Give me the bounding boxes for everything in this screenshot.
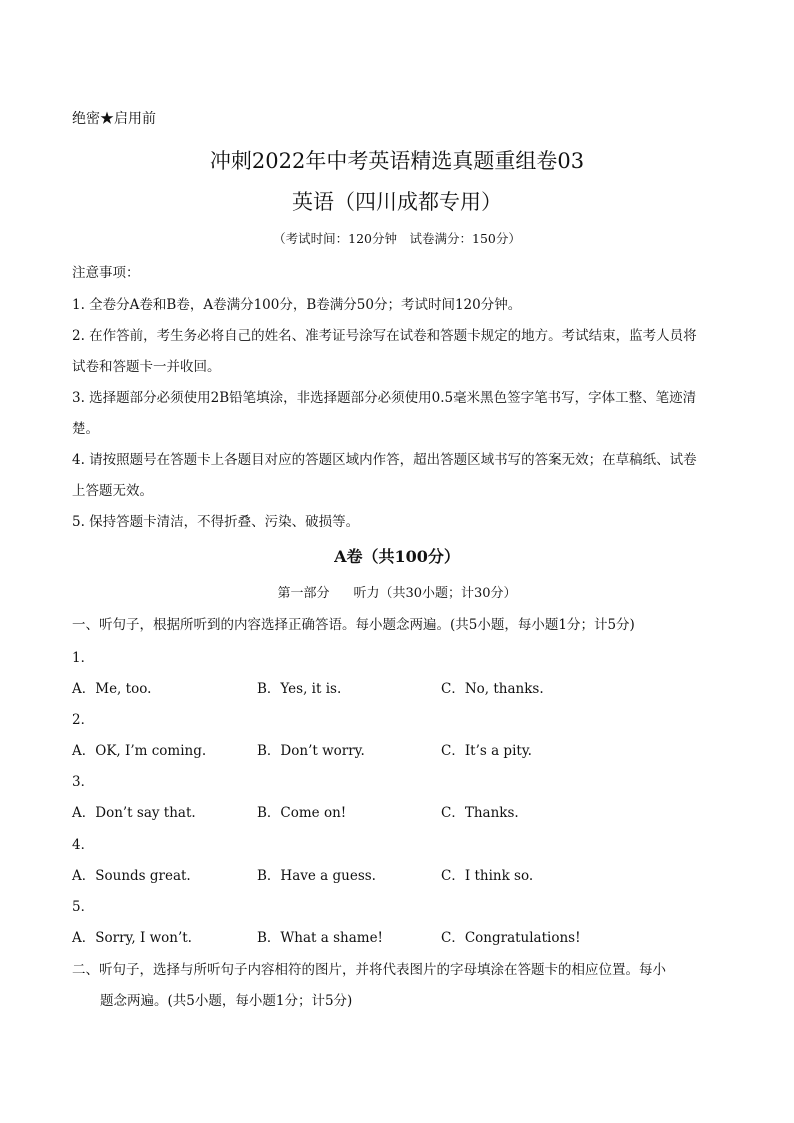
notice-line: 试卷和答题卡一并收回。 bbox=[72, 359, 221, 375]
option-a: A．Don’t say that. bbox=[72, 805, 196, 821]
option-b: B．Come on! bbox=[257, 805, 347, 821]
notice-line: 4. 请按照题号在答题卡上各题目对应的答题区域内作答，超出答题区域书写的答案无效；在草稿纸、试卷 bbox=[72, 452, 697, 468]
option-a: A．Me, too. bbox=[72, 681, 152, 697]
option-c: C．No, thanks. bbox=[441, 681, 544, 697]
notice-line: 上答题无效。 bbox=[72, 483, 153, 499]
section-a-title: A卷（共100分） bbox=[334, 547, 460, 566]
option-c: C．It’s a pity. bbox=[441, 743, 532, 759]
option-b: B．What a shame! bbox=[257, 930, 383, 946]
option-b: B．Yes, it is. bbox=[257, 681, 342, 697]
option-c: C．Congratulations! bbox=[441, 930, 581, 946]
notice-heading: 注意事项： bbox=[72, 265, 140, 281]
question-number: 5． bbox=[72, 899, 95, 915]
question-number: 1． bbox=[72, 650, 95, 666]
option-c: C．Thanks. bbox=[441, 805, 519, 821]
part-title: 听力（共30小题；计30分） bbox=[353, 586, 517, 601]
exam-time-info: （考试时间：120分钟 试卷满分：150分） bbox=[273, 231, 521, 246]
question-number: 2． bbox=[72, 712, 95, 728]
option-c: C．I think so. bbox=[441, 868, 534, 884]
option-b: B．Have a guess. bbox=[257, 868, 376, 884]
question-group-2-instruction: 二、听句子，选择与所听句子内容相符的图片，并将代表图片的字母填涂在答题卡的相应位置。每小 bbox=[72, 962, 666, 978]
notice-line: 2. 在作答前，考生务必将自己的姓名、准考证号涂写在试卷和答题卡规定的地方。考试结束，监考人员将 bbox=[72, 328, 697, 344]
question-group-1-instruction: 一、听句子，根据所听到的内容选择正确答语。每小题念两遍。(共5小题，每小题1分；计5分) bbox=[72, 617, 635, 633]
part-label: 第一部分 bbox=[277, 586, 330, 601]
part-one-heading bbox=[0, 582, 794, 601]
notice-line: 3. 选择题部分必须使用2B铅笔填涂，非选择题部分必须使用0.5毫米黑色签字笔书写，字体工整、笔迹清 bbox=[72, 390, 697, 406]
notice-line: 1. 全卷分A卷和B卷，A卷满分100分，B卷满分50分；考试时间120分钟。 bbox=[72, 297, 522, 313]
notice-line: 5. 保持答题卡清洁，不得折叠、污染、破损等。 bbox=[72, 514, 360, 530]
option-a: A．Sounds great. bbox=[72, 868, 191, 884]
option-a: A．Sorry, I won’t. bbox=[72, 930, 192, 946]
exam-title: 冲刺2022年中考英语精选真题重组卷03 bbox=[209, 149, 585, 173]
option-a: A．OK, I’m coming. bbox=[72, 743, 207, 759]
notice-line: 楚。 bbox=[72, 421, 99, 437]
exam-subtitle: 英语（四川成都专用） bbox=[292, 190, 502, 214]
confidential-mark: 绝密★启用前 bbox=[72, 111, 156, 127]
question-number: 3． bbox=[72, 774, 95, 790]
question-number: 4． bbox=[72, 837, 95, 853]
option-b: B．Don’t worry. bbox=[257, 743, 365, 759]
question-group-2-instruction-cont: 题念两遍。(共5小题，每小题1分；计5分) bbox=[100, 993, 353, 1009]
